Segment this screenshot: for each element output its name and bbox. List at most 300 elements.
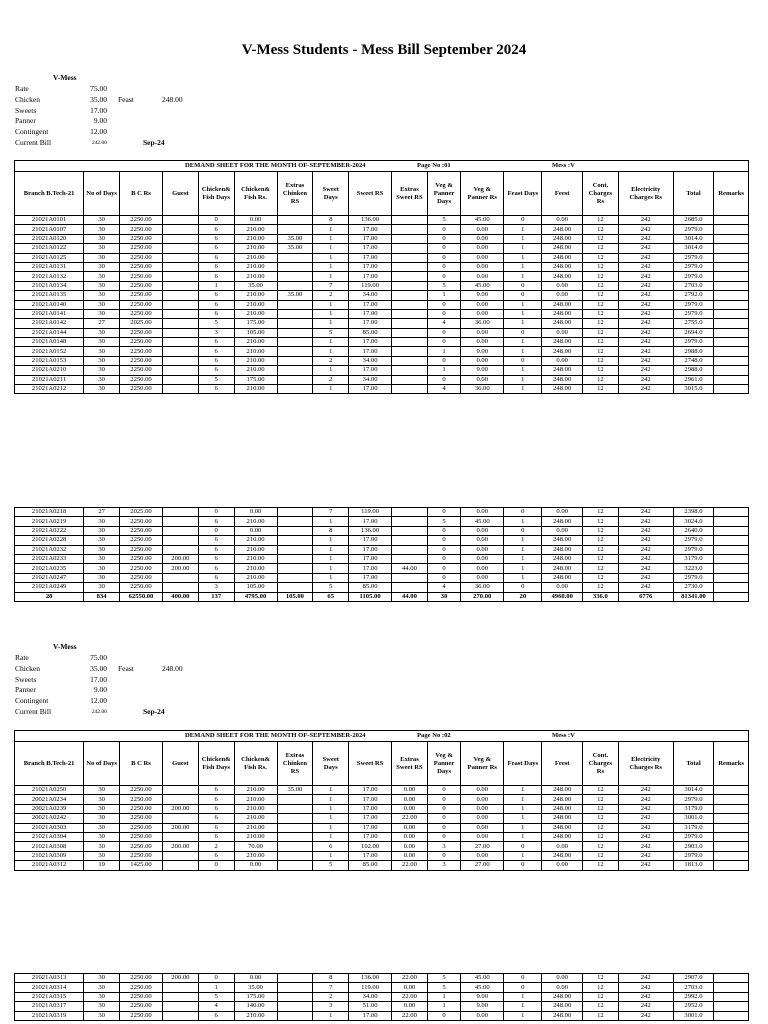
column-header: Branch B.Tech-21: [15, 742, 84, 786]
table-cell: 30: [84, 356, 120, 365]
table-row: [15, 375, 749, 384]
column-header: Veg & Panner Rs: [461, 172, 504, 216]
table-cell: 2: [313, 356, 349, 365]
table-cell: 30: [84, 291, 120, 300]
table-cell: [162, 366, 198, 375]
table-cell: 21021A0312: [15, 861, 84, 870]
table-cell: [714, 795, 749, 804]
table-cell: 45.00: [461, 983, 504, 992]
table-cell: 0: [427, 564, 460, 573]
table-cell: 200.00: [162, 823, 198, 832]
rate-label: Current Bill: [15, 706, 52, 716]
table-cell: 2730.0: [673, 583, 714, 592]
table-cell: 12: [582, 804, 618, 813]
table-cell: 2694.0: [673, 328, 714, 337]
table-cell: 6: [198, 253, 234, 262]
table-row: [15, 216, 749, 225]
table-cell: 0.00: [461, 309, 504, 318]
table-cell: 27.00: [461, 861, 504, 870]
table-cell: [714, 309, 749, 318]
table-cell: 3: [427, 861, 460, 870]
table-cell: 248.00: [542, 814, 583, 823]
table-cell: 30: [84, 253, 120, 262]
table-cell: 2250.00: [120, 983, 163, 992]
table-cell: 30: [84, 832, 120, 841]
table-cell: 2979.0: [673, 309, 714, 318]
column-header: No of Days: [84, 742, 120, 786]
table-cell: 210.00: [234, 573, 277, 582]
table-cell: 1: [313, 225, 349, 234]
table-cell: 5: [427, 983, 460, 992]
table-cell: 3024.0: [673, 517, 714, 526]
table-cell: 0.00: [542, 974, 583, 983]
table-cell: 0.00: [461, 526, 504, 535]
table-cell: 6: [198, 823, 234, 832]
table-cell: 12: [582, 823, 618, 832]
table-cell: 21021A0309: [15, 851, 84, 860]
table-cell: 1: [504, 1002, 542, 1011]
table-cell: [162, 262, 198, 271]
table-cell: 0.00: [392, 823, 428, 832]
table-cell: 0.00: [461, 545, 504, 554]
table-cell: 2250.00: [120, 309, 163, 318]
table-cell: 2250.00: [120, 814, 163, 823]
table-cell: 0: [427, 234, 460, 243]
column-header: Chicken& Fish Rs.: [234, 172, 277, 216]
table-cell: 17.00: [349, 300, 392, 309]
table-cell: 1: [427, 1002, 460, 1011]
table-cell: [714, 244, 749, 253]
table-cell: 2992.0: [673, 992, 714, 1001]
table-cell: 0: [427, 814, 460, 823]
table-cell: 0: [198, 974, 234, 983]
table-cell: 21021A0315: [15, 992, 84, 1001]
table-cell: 242: [618, 1002, 673, 1011]
table-cell: 0.00: [461, 234, 504, 243]
table-cell: 1: [313, 272, 349, 281]
table-cell: 4: [427, 385, 460, 394]
table-cell: 2903.0: [673, 842, 714, 851]
table-cell: 30: [84, 786, 120, 795]
table-row: [15, 851, 749, 860]
rate-label: Rate: [15, 84, 29, 93]
table-cell: 210.00: [234, 832, 277, 841]
table-cell: 0: [504, 861, 542, 870]
table-cell: [162, 291, 198, 300]
table-row: [15, 536, 749, 545]
table-cell: 2979.0: [673, 253, 714, 262]
table-cell: 35.00: [277, 786, 313, 795]
table-cell: 0: [427, 338, 460, 347]
table-cell: [162, 795, 198, 804]
table-cell: 0.00: [392, 851, 428, 860]
table-cell: [714, 554, 749, 563]
rate-label: Current Bill: [15, 137, 52, 147]
column-header: Feast Days: [504, 742, 542, 786]
table-cell: 17.00: [349, 262, 392, 271]
table-cell: 1: [504, 517, 542, 526]
table-cell: 210.00: [234, 309, 277, 318]
table-cell: 0.00: [461, 851, 504, 860]
table-cell: 2250.00: [120, 526, 163, 535]
table-cell: 242: [618, 814, 673, 823]
table-cell: [277, 795, 313, 804]
table-cell: 22.00: [392, 861, 428, 870]
table-cell: [277, 328, 313, 337]
table-cell: 21021A0219: [15, 517, 84, 526]
rate-block-heading: V-Mess: [53, 73, 77, 82]
table-cell: 1: [427, 291, 460, 300]
table-cell: [392, 536, 428, 545]
table-cell: 200.00: [162, 842, 198, 851]
table-cell: 30: [84, 583, 120, 592]
table-cell: 1: [313, 554, 349, 563]
table-cell: 9.00: [461, 992, 504, 1001]
demand-table: [14, 973, 749, 1021]
column-header: Veg & Panner Rs: [461, 742, 504, 786]
table-cell: [162, 347, 198, 356]
table-cell: 242: [618, 804, 673, 813]
table-cell: 1: [504, 554, 542, 563]
table-cell: 0: [504, 508, 542, 517]
table-cell: [392, 216, 428, 225]
table-cell: 242: [618, 319, 673, 328]
table-cell: 17.00: [349, 234, 392, 243]
table-cell: [714, 234, 749, 243]
table-cell: 0.00: [542, 508, 583, 517]
table-cell: 21021A0250: [15, 786, 84, 795]
table-cell: 27.00: [461, 842, 504, 851]
table-cell: 0: [427, 1011, 460, 1020]
table-cell: 248.00: [542, 225, 583, 234]
table-cell: 2703.0: [673, 983, 714, 992]
table-cell: [277, 974, 313, 983]
table-cell: 210.00: [234, 545, 277, 554]
table-cell: 0.00: [542, 291, 583, 300]
table-cell: 5: [427, 216, 460, 225]
table-cell: 2250.00: [120, 786, 163, 795]
table-cell: 0.00: [542, 216, 583, 225]
table-cell: 4: [427, 583, 460, 592]
table-cell: 0: [504, 328, 542, 337]
table-cell: 1: [313, 347, 349, 356]
table-cell: 17.00: [349, 1011, 392, 1020]
total-cell: 270.00: [461, 592, 504, 601]
table-cell: 0: [427, 262, 460, 271]
table-cell: [277, 564, 313, 573]
table-cell: 2250.00: [120, 234, 163, 243]
table-cell: 0: [427, 804, 460, 813]
table-cell: 0: [427, 554, 460, 563]
table-row: [15, 366, 749, 375]
table-cell: 248.00: [542, 385, 583, 394]
table-cell: 210.00: [234, 347, 277, 356]
table-cell: 5: [313, 861, 349, 870]
table-cell: 6: [198, 366, 234, 375]
table-cell: [714, 347, 749, 356]
table-cell: 30: [84, 804, 120, 813]
table-cell: 2640.0: [673, 526, 714, 535]
table-cell: 0: [427, 328, 460, 337]
table-cell: 17.00: [349, 554, 392, 563]
column-header: Cont. Charges Rs: [582, 742, 618, 786]
table-cell: [277, 225, 313, 234]
table-cell: 0.00: [461, 338, 504, 347]
table-row: [15, 225, 749, 234]
column-header: Electricity Charges Rs: [618, 742, 673, 786]
table-cell: 21021A0141: [15, 309, 84, 318]
table-cell: 0.00: [461, 356, 504, 365]
table-cell: [714, 253, 749, 262]
table-cell: 242: [618, 842, 673, 851]
table-cell: 210.00: [234, 536, 277, 545]
table-cell: 0.00: [461, 823, 504, 832]
rate-label: Contingent: [15, 127, 49, 137]
table-cell: 0.00: [461, 832, 504, 841]
rate-label: Chicken: [15, 94, 40, 104]
rate-block-heading: V-Mess: [53, 642, 77, 651]
table-cell: 30: [84, 564, 120, 573]
table-cell: [714, 291, 749, 300]
sheet-caption-page: Page No :01: [417, 162, 451, 169]
table-cell: 9.00: [461, 291, 504, 300]
table-row: [15, 526, 749, 535]
table-cell: 2250.00: [120, 216, 163, 225]
table-cell: 12: [582, 526, 618, 535]
table-cell: 210.00: [234, 225, 277, 234]
table-cell: 9.00: [461, 1002, 504, 1011]
table-cell: 0.00: [392, 842, 428, 851]
table-cell: 1: [313, 385, 349, 394]
table-cell: 0.00: [234, 974, 277, 983]
table-cell: 242: [618, 526, 673, 535]
column-header: Sweet RS: [349, 742, 392, 786]
table-cell: 2792.0: [673, 291, 714, 300]
table-cell: 21021A0148: [15, 338, 84, 347]
table-cell: 3001.0: [673, 1011, 714, 1020]
table-cell: 30: [84, 347, 120, 356]
table-cell: 1: [504, 564, 542, 573]
table-cell: 242: [618, 517, 673, 526]
table-cell: 30: [84, 823, 120, 832]
rate-value: 9.00: [93, 685, 107, 695]
table-cell: 200.00: [162, 974, 198, 983]
rate-value: 35.00: [90, 94, 107, 104]
total-cell: 28: [15, 592, 84, 601]
table-cell: 12: [582, 851, 618, 860]
table-cell: 1: [504, 234, 542, 243]
table-cell: 0.00: [392, 795, 428, 804]
table-cell: 2979.0: [673, 262, 714, 271]
table-cell: [162, 328, 198, 337]
table-cell: 6: [198, 225, 234, 234]
table-cell: 17.00: [349, 545, 392, 554]
column-header: Remarks: [714, 742, 749, 786]
table-row: [15, 832, 749, 841]
table-cell: 21021A0317: [15, 1002, 84, 1011]
table-cell: [277, 338, 313, 347]
table-cell: 175.00: [234, 992, 277, 1001]
column-header: Sweet Days: [313, 172, 349, 216]
table-cell: 27: [84, 508, 120, 517]
table-cell: 22.00: [392, 1011, 428, 1020]
table-cell: 6: [198, 517, 234, 526]
table-cell: 30: [84, 281, 120, 290]
table-cell: [277, 554, 313, 563]
table-cell: 248.00: [542, 517, 583, 526]
table-cell: [162, 583, 198, 592]
table-cell: [162, 861, 198, 870]
table-cell: 2979.0: [673, 272, 714, 281]
table-cell: 30: [84, 225, 120, 234]
table-row: [15, 328, 749, 337]
table-cell: [714, 974, 749, 983]
table-cell: 0: [427, 832, 460, 841]
table-row: [15, 291, 749, 300]
table-cell: 21021A0140: [15, 300, 84, 309]
table-cell: 30: [84, 234, 120, 243]
table-cell: 0: [504, 983, 542, 992]
table-cell: 12: [582, 272, 618, 281]
table-cell: [162, 244, 198, 253]
table-cell: 1: [504, 992, 542, 1001]
table-cell: 17.00: [349, 804, 392, 813]
table-cell: 242: [618, 385, 673, 394]
table-cell: 210.00: [234, 517, 277, 526]
table-cell: 30: [84, 983, 120, 992]
table-cell: 0: [427, 786, 460, 795]
table-cell: 17.00: [349, 536, 392, 545]
table-cell: 1: [313, 1011, 349, 1020]
table-cell: 3014.0: [673, 244, 714, 253]
table-cell: 242: [618, 309, 673, 318]
table-cell: 1: [504, 573, 542, 582]
table-cell: 21021A0132: [15, 272, 84, 281]
table-cell: 210.00: [234, 291, 277, 300]
table-cell: 20021A0239: [15, 804, 84, 813]
table-cell: 2979.0: [673, 573, 714, 582]
table-cell: 12: [582, 234, 618, 243]
table-cell: 0.00: [234, 508, 277, 517]
table-cell: 12: [582, 309, 618, 318]
table-cell: 0: [427, 573, 460, 582]
table-cell: 0.00: [542, 842, 583, 851]
table-row: [15, 554, 749, 563]
total-cell: 62550.00: [120, 592, 163, 601]
column-header: Extras Sweet RS: [392, 742, 428, 786]
table-cell: 1: [313, 536, 349, 545]
total-cell: 81341.00: [673, 592, 714, 601]
table-cell: 2250.00: [120, 356, 163, 365]
table-cell: 0: [198, 861, 234, 870]
table-cell: 242: [618, 573, 673, 582]
table-cell: 242: [618, 583, 673, 592]
column-header: Remarks: [714, 172, 749, 216]
table-row: [15, 309, 749, 318]
table-cell: 1: [313, 319, 349, 328]
total-cell: 65: [313, 592, 349, 601]
table-cell: 34.00: [349, 291, 392, 300]
table-cell: 0.00: [542, 526, 583, 535]
table-cell: 1: [504, 832, 542, 841]
table-cell: 17.00: [349, 253, 392, 262]
table-cell: 242: [618, 216, 673, 225]
rate-value: 17.00: [90, 105, 107, 115]
table-cell: [162, 225, 198, 234]
table-cell: 248.00: [542, 253, 583, 262]
table-cell: 242: [618, 272, 673, 281]
table-cell: 0.00: [461, 508, 504, 517]
table-cell: 0.00: [542, 861, 583, 870]
table-cell: 210.00: [234, 385, 277, 394]
table-cell: 242: [618, 366, 673, 375]
table-cell: 242: [618, 1011, 673, 1020]
table-cell: [714, 526, 749, 535]
table-cell: 1: [313, 573, 349, 582]
table-cell: 21021A0107: [15, 225, 84, 234]
table-cell: 210.00: [234, 851, 277, 860]
table-cell: [714, 300, 749, 309]
table-cell: 2250.00: [120, 842, 163, 851]
table-cell: 17.00: [349, 517, 392, 526]
table-cell: 6: [198, 786, 234, 795]
table-cell: 2952.0: [673, 1002, 714, 1011]
sheet-caption-title: DEMAND SHEET FOR THE MONTH OF-SEPTEMBER-2024: [185, 732, 366, 739]
table-cell: [162, 375, 198, 384]
table-cell: 12: [582, 375, 618, 384]
table-cell: 210.00: [234, 234, 277, 243]
table-cell: 45.00: [461, 281, 504, 290]
table-cell: 5: [313, 328, 349, 337]
table-cell: 0.00: [461, 536, 504, 545]
table-header-row: [15, 172, 749, 216]
table-cell: 136.00: [349, 216, 392, 225]
table-cell: 242: [618, 861, 673, 870]
column-header: Electricity Charges Rs: [618, 172, 673, 216]
table-cell: [392, 375, 428, 384]
table-cell: 0: [504, 291, 542, 300]
column-header: B C Rs: [120, 172, 163, 216]
table-cell: [392, 338, 428, 347]
table-cell: 21021A0101: [15, 216, 84, 225]
table-cell: [392, 234, 428, 243]
table-cell: 12: [582, 554, 618, 563]
table-cell: [714, 1002, 749, 1011]
table-cell: 0.00: [542, 281, 583, 290]
table-cell: 119.00: [349, 983, 392, 992]
table-cell: 6: [198, 1011, 234, 1020]
table-cell: 6: [198, 545, 234, 554]
table-cell: 0.00: [392, 804, 428, 813]
table-cell: 0: [427, 795, 460, 804]
table-cell: 2250.00: [120, 281, 163, 290]
table-cell: 12: [582, 974, 618, 983]
table-cell: 0.00: [542, 583, 583, 592]
table-cell: [162, 309, 198, 318]
table-cell: 3223.0: [673, 564, 714, 573]
table-cell: [162, 253, 198, 262]
total-cell: 20: [504, 592, 542, 601]
table-cell: 2685.0: [673, 216, 714, 225]
table-row: [15, 338, 749, 347]
table-row: [15, 804, 749, 813]
table-row: [15, 842, 749, 851]
column-header: Cont. Charges Rs: [582, 172, 618, 216]
table-cell: 2250.00: [120, 795, 163, 804]
table-cell: [392, 262, 428, 271]
table-cell: 1: [427, 992, 460, 1001]
table-cell: 12: [582, 1002, 618, 1011]
